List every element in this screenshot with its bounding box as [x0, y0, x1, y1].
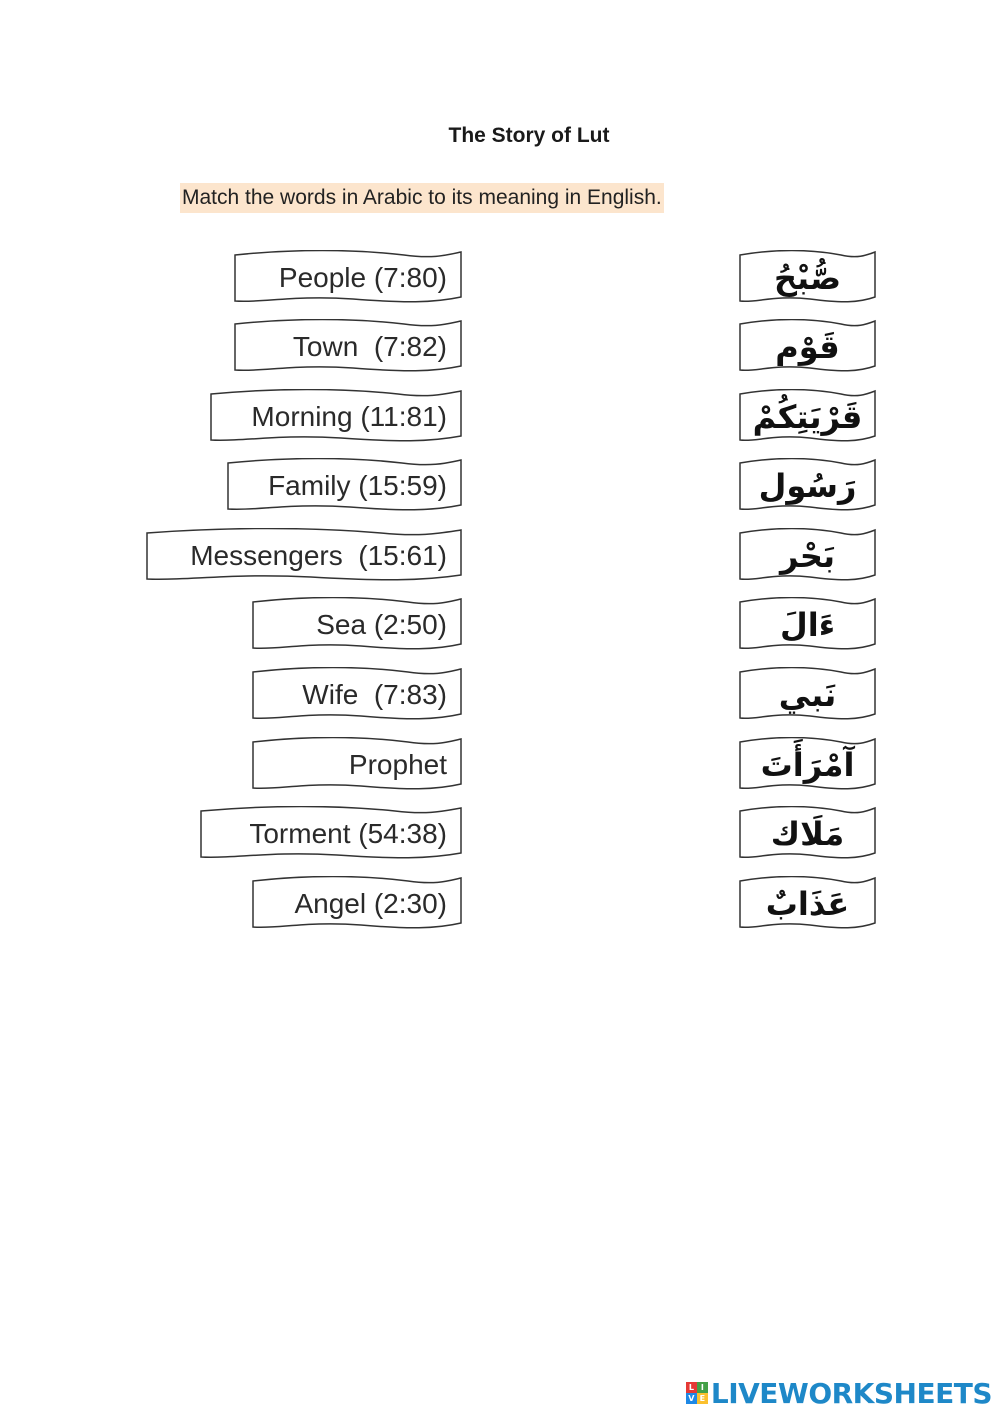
arabic-word-banner[interactable]	[738, 667, 877, 723]
english-word-banner[interactable]	[251, 737, 463, 793]
arabic-word-banner[interactable]	[738, 737, 877, 793]
logo-badge-icon	[686, 1382, 708, 1404]
arabic-word-label: ءَالَ	[779, 606, 836, 644]
english-word-label: Angel (2:30)	[294, 888, 447, 919]
worksheet-title: The Story of Lut	[448, 124, 610, 147]
english-word-label: People (7:80)	[278, 262, 447, 293]
instruction-text: Match the words in Arabic to its meaning in English.	[180, 183, 664, 213]
arabic-word-label: آمْرَأَتَ	[760, 746, 855, 784]
english-word-label: Family (15:59)	[268, 470, 447, 501]
arabic-word-label: عَذَابٌ	[765, 885, 850, 923]
logo-badge-letter: I	[697, 1382, 708, 1393]
arabic-word-banner[interactable]	[738, 876, 877, 932]
english-word-label: Prophet	[348, 749, 447, 780]
arabic-word-label: رَسُول	[758, 467, 857, 505]
english-word-label: Sea (2:50)	[316, 609, 447, 640]
arabic-word-banner[interactable]	[738, 806, 877, 862]
logo-badge-letter: V	[686, 1393, 697, 1404]
english-word-label: Town (7:82)	[292, 331, 447, 362]
arabic-word-label: قَرْيَتِكُمْ	[752, 398, 863, 436]
arabic-word-banner[interactable]	[738, 319, 877, 375]
english-word-banner[interactable]	[251, 667, 463, 723]
english-word-banner[interactable]	[209, 389, 463, 445]
logo-text: LIVEWORKSHEETS	[710, 1376, 992, 1410]
english-word-banner[interactable]	[251, 876, 463, 932]
arabic-word-banner[interactable]	[738, 389, 877, 445]
arabic-word-label: مَلَاك	[770, 815, 845, 853]
arabic-word-banner[interactable]	[738, 528, 877, 584]
logo-badge-letter: E	[697, 1393, 708, 1404]
english-word-banner[interactable]	[226, 458, 463, 514]
english-word-banner[interactable]	[199, 806, 463, 862]
arabic-word-banner[interactable]	[738, 458, 877, 514]
arabic-word-banner[interactable]	[738, 597, 877, 653]
liveworksheets-logo	[686, 1376, 992, 1410]
english-word-label: Torment (54:38)	[249, 818, 447, 849]
english-word-banner[interactable]	[233, 319, 463, 375]
arabic-word-label: صُّبْحُ	[773, 259, 842, 297]
english-word-label: Wife (7:83)	[302, 679, 447, 710]
english-word-banner[interactable]	[145, 528, 463, 584]
logo-badge-letter: L	[686, 1382, 697, 1393]
arabic-word-label: نَبي	[778, 676, 837, 714]
english-word-label: Messengers (15:61)	[190, 540, 447, 571]
english-word-banner[interactable]	[251, 597, 463, 653]
english-word-label: Morning (11:81)	[251, 401, 447, 432]
arabic-word-banner[interactable]	[738, 250, 877, 306]
english-word-banner[interactable]	[233, 250, 463, 306]
arabic-word-label: بَحْر	[780, 537, 835, 575]
arabic-word-label: قَوْم	[775, 328, 840, 366]
